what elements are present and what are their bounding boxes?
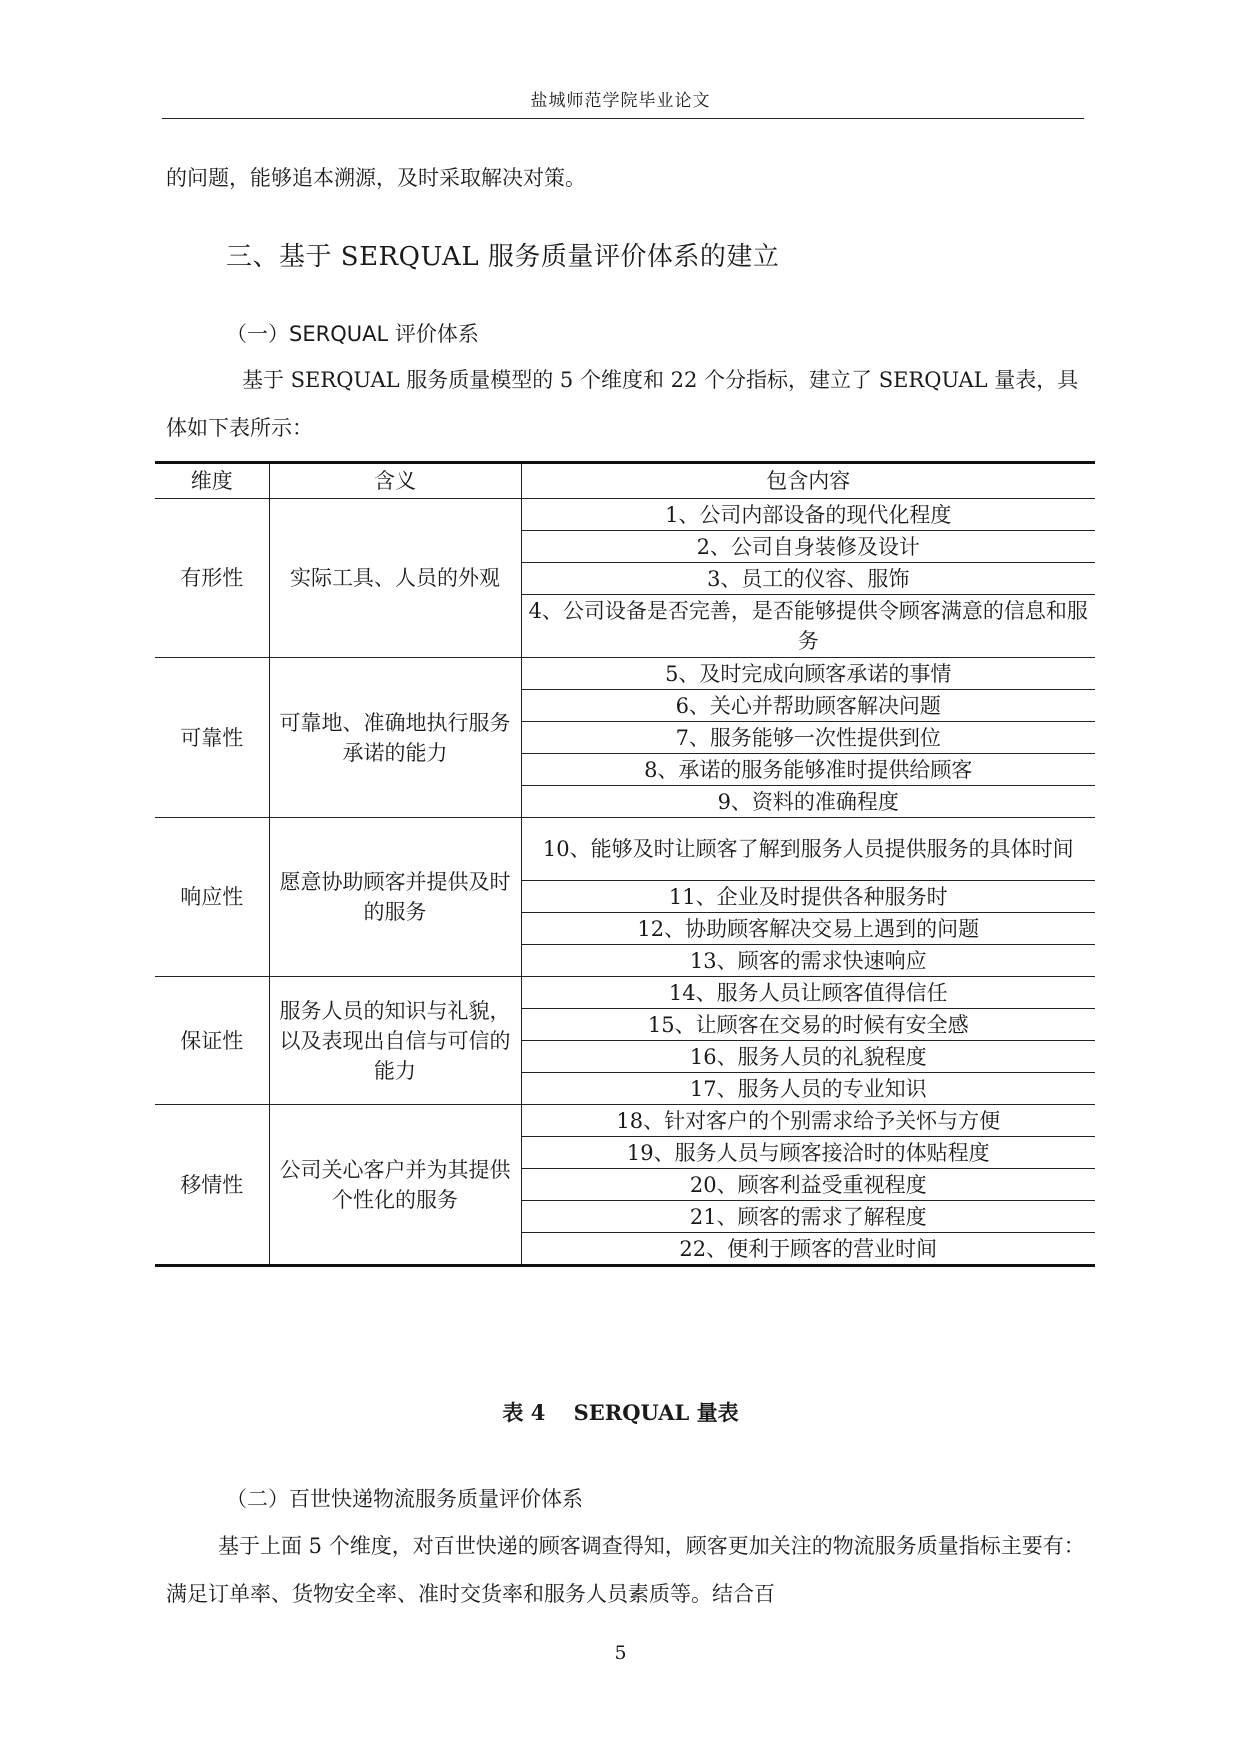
column-header: 包含内容 [521,463,1095,499]
item-cell: 4、公司设备是否完善，是否能够提供令顾客满意的信息和服务 [521,595,1095,658]
meaning-cell: 服务人员的知识与礼貌，以及表现出自信与可信的能力 [269,977,521,1105]
meaning-cell: 公司关心客户并为其提供个性化的服务 [269,1105,521,1266]
item-cell: 13、顾客的需求快速响应 [521,945,1095,977]
serqual-table [155,461,1095,1267]
header-rule [162,118,1084,119]
item-cell: 10、能够及时让顾客了解到服务人员提供服务的具体时间 [521,818,1095,881]
item-cell: 3、员工的仪容、服饰 [521,563,1095,595]
table-row [155,1105,1095,1137]
item-cell: 8、承诺的服务能够准时提供给顾客 [521,754,1095,786]
section-heading: 三、基于 SERQUAL 服务质量评价体系的建立 [226,242,780,272]
running-header: 盐城师范学院毕业论文 [530,91,711,111]
table-caption: 表 4 SERQUAL 量表 [502,1400,739,1425]
table-row [155,977,1095,1009]
table-row [155,818,1095,881]
item-cell: 19、服务人员与顾客接洽时的体贴程度 [521,1137,1095,1169]
item-cell: 22、便利于顾客的营业时间 [521,1233,1095,1266]
paragraph-body: 基于上面 5 个维度，对百世快递的顾客调查得知，顾客更加关注的物流服务质量指标主要有：满足订单率、货物安全率、准时交货率和服务人员素质等。结合百 [166,1534,1085,1606]
table-row [155,499,1095,531]
meaning-cell: 可靠地、准确地执行服务承诺的能力 [269,658,521,818]
item-cell: 6、关心并帮助顾客解决问题 [521,690,1095,722]
item-cell: 20、顾客利益受重视程度 [521,1169,1095,1201]
item-cell: 21、顾客的需求了解程度 [521,1201,1095,1233]
paragraph-continued: 的问题，能够追本溯源，及时采取解决对策。 [166,166,586,190]
dimension-cell: 有形性 [155,499,269,658]
meaning-cell: 愿意协助顾客并提供及时的服务 [269,818,521,977]
item-cell: 14、服务人员让顾客值得信任 [521,977,1095,1009]
item-cell: 11、企业及时提供各种服务时 [521,881,1095,913]
item-cell: 18、针对客户的个别需求给予关怀与方便 [521,1105,1095,1137]
subsection-heading-1: （一）SERQUAL 评价体系 [226,322,479,346]
item-cell: 17、服务人员的专业知识 [521,1073,1095,1105]
item-cell: 2、公司自身装修及设计 [521,531,1095,563]
column-header: 含义 [269,463,521,499]
item-cell: 9、资料的准确程度 [521,786,1095,818]
dimension-cell: 保证性 [155,977,269,1105]
dimension-cell: 移情性 [155,1105,269,1266]
meaning-cell: 实际工具、人员的外观 [269,499,521,658]
dimension-cell: 响应性 [155,818,269,977]
page-number: 5 [614,1642,627,1664]
subsection-heading-2: （二）百世快递物流服务质量评价体系 [226,1487,583,1511]
item-cell: 1、公司内部设备的现代化程度 [521,499,1095,531]
item-cell: 12、协助顾客解决交易上遇到的问题 [521,913,1095,945]
table-header-row [155,463,1095,499]
dimension-cell: 可靠性 [155,658,269,818]
paragraph-intro: 基于 SERQUAL 服务质量模型的 5 个维度和 22 个分指标，建立了 SERQUAL 量表，具体如下表所示： [166,368,1079,440]
table-row [155,658,1095,690]
item-cell: 15、让顾客在交易的时候有安全感 [521,1009,1095,1041]
item-cell: 16、服务人员的礼貌程度 [521,1041,1095,1073]
column-header: 维度 [155,463,269,499]
item-cell: 5、及时完成向顾客承诺的事情 [521,658,1095,690]
item-cell: 7、服务能够一次性提供到位 [521,722,1095,754]
